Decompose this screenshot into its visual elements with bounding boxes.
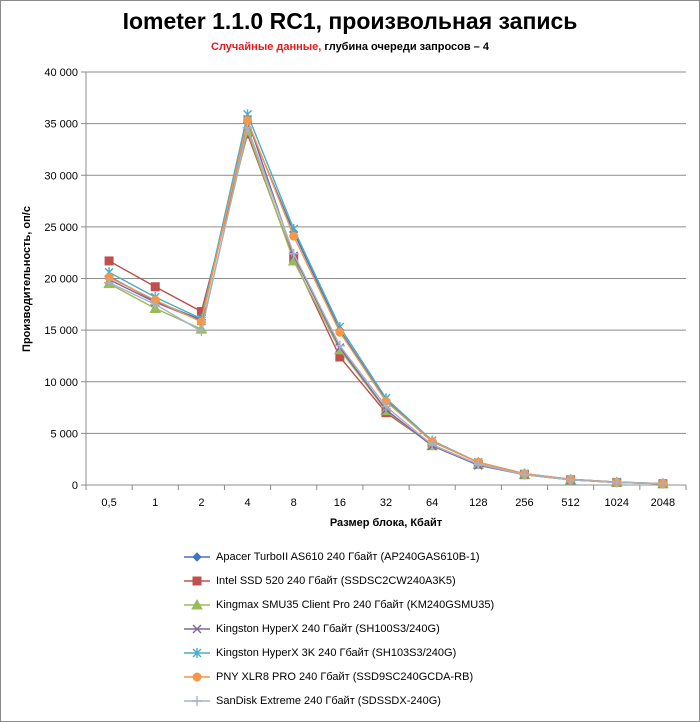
x-tick-label: 128 — [469, 497, 488, 509]
x-tick-label: 16 — [333, 497, 346, 509]
legend-swatch — [182, 668, 212, 686]
legend-label: Apacer TurboII AS610 240 Гбайт (AP240GAS610B-1) — [216, 551, 480, 563]
series-4 — [105, 115, 667, 487]
legend-item — [182, 668, 700, 686]
y-tick-label: 0 — [71, 480, 78, 492]
series-2-point — [105, 257, 113, 265]
x-tick-label: 8 — [290, 497, 297, 509]
y-tick-label: 20 000 — [44, 273, 78, 286]
x-tick-label: 512 — [561, 497, 580, 509]
chart-title: Iometer 1.1.0 RC1, произвольная запись — [122, 8, 578, 34]
x-tick-label: 0,5 — [101, 497, 117, 509]
legend-item — [182, 644, 700, 662]
series-6-point — [336, 328, 344, 336]
series-7-line — [109, 128, 663, 484]
y-tick-label: 15 000 — [44, 325, 78, 338]
series-2-point — [151, 283, 159, 291]
series-2 — [105, 130, 667, 488]
legend-item — [182, 620, 700, 638]
series-1 — [105, 119, 667, 488]
series-6 — [105, 117, 667, 488]
legend-swatch — [182, 572, 212, 590]
series-4-line — [109, 119, 663, 483]
legend-label: Kingston HyperX 3K 240 Гбайт (SH103S3/240G) — [216, 647, 457, 659]
series-5-line — [109, 114, 663, 483]
legend-item — [182, 572, 700, 590]
legend-label: Kingston HyperX 240 Гбайт (SH100S3/240G) — [216, 623, 440, 635]
x-tick-label: 256 — [515, 497, 534, 509]
legend-item — [182, 548, 700, 566]
legend-swatch — [182, 596, 212, 614]
legend-swatch — [182, 644, 212, 662]
legend-swatch-marker — [193, 577, 201, 585]
series-2-line — [109, 134, 663, 484]
y-tick-label: 5 000 — [50, 428, 78, 441]
chart-subtitle-highlight: Случайные данные, — [211, 41, 322, 53]
series-5 — [105, 109, 667, 488]
x-tick-label: 2 — [198, 497, 205, 509]
legend-swatch — [182, 548, 212, 566]
y-tick-label: 25 000 — [44, 221, 78, 234]
legend-swatch — [182, 692, 212, 710]
chart-subtitle-rest: глубина очереди запросов – 4 — [321, 41, 489, 53]
legend-swatch-marker — [193, 553, 201, 561]
x-tick-label: 1 — [152, 497, 159, 509]
x-axis-title: Размер блока, Кбайт — [329, 517, 443, 529]
legend-label: PNY XLR8 PRO 240 Гбайт (SSD9SC240GCDA-RB) — [216, 671, 474, 683]
x-tick-label: 1024 — [604, 497, 630, 509]
y-tick-label: 40 000 — [44, 67, 78, 79]
x-tick-label: 64 — [426, 497, 439, 509]
y-tick-label: 30 000 — [44, 170, 78, 183]
y-tick-label: 10 000 — [44, 376, 78, 389]
y-tick-label: 35 000 — [44, 118, 78, 131]
legend-item — [182, 596, 700, 614]
legend-item — [182, 692, 700, 710]
series-1-line — [109, 123, 663, 484]
legend-swatch-marker — [193, 673, 201, 681]
legend-label: SanDisk Extreme 240 Гбайт (SDSSDX-240G) — [216, 695, 441, 707]
legend-swatch — [182, 620, 212, 638]
x-tick-label: 32 — [379, 497, 393, 509]
x-tick-label: 2048 — [650, 497, 676, 509]
legend-label: Kingmax SMU35 Client Pro 240 Гбайт (KM240GSMU35) — [216, 599, 495, 611]
legend-swatch-marker — [192, 696, 202, 706]
legend-label: Intel SSD 520 240 Гбайт (SSDSC2CW240A3K5) — [216, 575, 456, 587]
x-tick-label: 4 — [244, 497, 251, 509]
y-axis-title: Производительность, оп/с — [21, 206, 33, 352]
series-6-point — [290, 232, 298, 240]
